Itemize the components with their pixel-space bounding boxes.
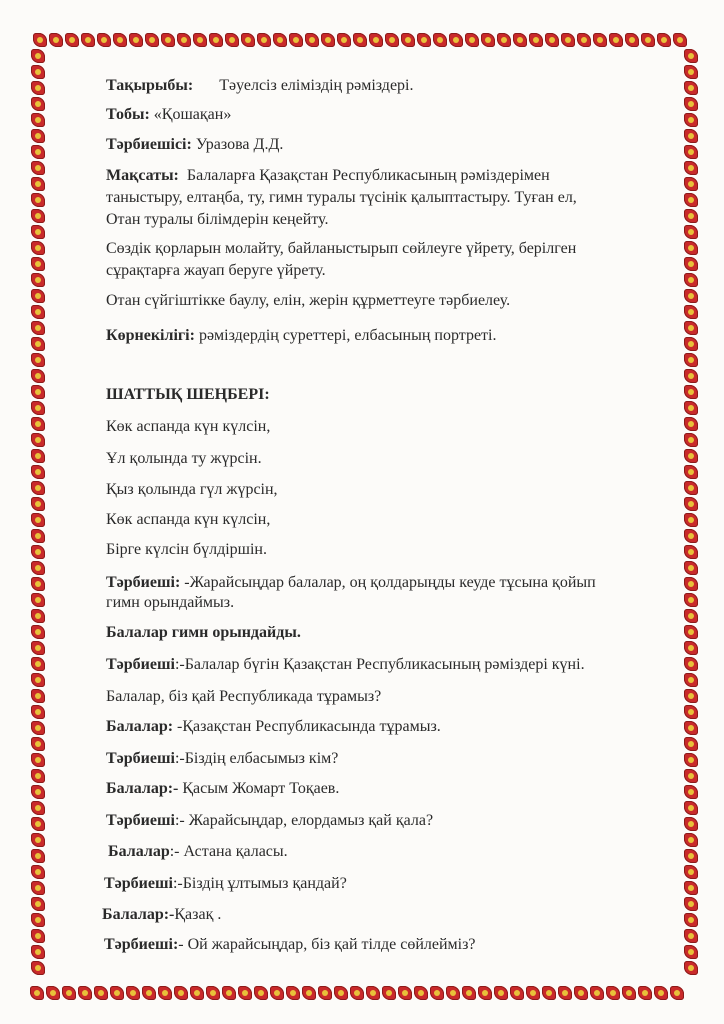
- flower-ornament-icon: [684, 417, 698, 431]
- flower-ornament-icon: [31, 833, 45, 847]
- poem-line: Қыз қолында гүл жүрсін,: [106, 481, 278, 498]
- flower-ornament-icon: [684, 865, 698, 879]
- flower-ornament-icon: [641, 33, 655, 47]
- flower-ornament-icon: [513, 33, 527, 47]
- flower-ornament-icon: [30, 986, 44, 1000]
- flower-ornament-icon: [684, 65, 698, 79]
- flower-ornament-icon: [31, 801, 45, 815]
- flower-ornament-icon: [337, 33, 351, 47]
- flower-ornament-icon: [129, 33, 143, 47]
- flower-ornament-icon: [684, 657, 698, 671]
- flower-ornament-icon: [31, 849, 45, 863]
- flower-ornament-icon: [31, 433, 45, 447]
- flower-ornament-icon: [193, 33, 207, 47]
- poem-line: Көк аспанда күн күлсін,: [106, 511, 271, 528]
- ornamental-border-top: [33, 33, 687, 47]
- flower-ornament-icon: [206, 986, 220, 1000]
- goal-text: сұрақтарға жауап беруге үйрету.: [106, 262, 326, 279]
- speaker-label: Тәрбиеші:: [104, 936, 179, 953]
- flower-ornament-icon: [31, 673, 45, 687]
- topic-line: [106, 77, 414, 95]
- flower-ornament-icon: [385, 33, 399, 47]
- flower-ornament-icon: [684, 849, 698, 863]
- speaker-label: Тәрбиеші: [106, 812, 175, 829]
- flower-ornament-icon: [31, 737, 45, 751]
- flower-ornament-icon: [31, 769, 45, 783]
- goal-text: Балаларға Қазақстан Республикасының рәміздерімен: [186, 167, 550, 184]
- flower-ornament-icon: [81, 33, 95, 47]
- flower-ornament-icon: [350, 986, 364, 1000]
- flower-ornament-icon: [684, 289, 698, 303]
- flower-ornament-icon: [684, 881, 698, 895]
- flower-ornament-icon: [110, 986, 124, 1000]
- dialogue-line: [104, 936, 476, 954]
- flower-ornament-icon: [31, 289, 45, 303]
- dialogue-line: [106, 594, 234, 612]
- teacher-line: [106, 136, 283, 154]
- flower-ornament-icon: [318, 986, 332, 1000]
- flower-ornament-icon: [433, 33, 447, 47]
- flower-ornament-icon: [684, 257, 698, 271]
- flower-ornament-icon: [31, 721, 45, 735]
- flower-ornament-icon: [94, 986, 108, 1000]
- flower-ornament-icon: [684, 449, 698, 463]
- flower-ornament-icon: [609, 33, 623, 47]
- flower-ornament-icon: [529, 33, 543, 47]
- flower-ornament-icon: [31, 369, 45, 383]
- flower-ornament-icon: [684, 737, 698, 751]
- flower-ornament-icon: [31, 753, 45, 767]
- dialogue-text: Қасым Жомарт Тоқаев.: [178, 780, 340, 797]
- goal-label: Мақсаты:: [106, 167, 179, 184]
- flower-ornament-icon: [31, 129, 45, 143]
- flower-ornament-icon: [638, 986, 652, 1000]
- flower-ornament-icon: [684, 385, 698, 399]
- teacher-label: Тәрбиешісі:: [106, 136, 192, 153]
- flower-ornament-icon: [366, 986, 380, 1000]
- flower-ornament-icon: [46, 986, 60, 1000]
- flower-ornament-icon: [684, 817, 698, 831]
- flower-ornament-icon: [31, 337, 45, 351]
- flower-ornament-icon: [31, 705, 45, 719]
- flower-ornament-icon: [684, 689, 698, 703]
- flower-ornament-icon: [684, 609, 698, 623]
- dialogue-line: [108, 843, 288, 861]
- ornamental-border-bottom: [30, 986, 684, 1000]
- flower-ornament-icon: [684, 785, 698, 799]
- poem-line: Көк аспанда күн күлсін,: [106, 418, 271, 435]
- flower-ornament-icon: [225, 33, 239, 47]
- flower-ornament-icon: [684, 577, 698, 591]
- flower-ornament-icon: [222, 986, 236, 1000]
- flower-ornament-icon: [684, 337, 698, 351]
- flower-ornament-icon: [31, 609, 45, 623]
- poem-line: Бірге күлсін бүлдіршін.: [106, 541, 267, 558]
- dialogue-line: [104, 875, 347, 893]
- group-label: Тобы:: [106, 106, 150, 123]
- dialogue-text: :-Біздің елбасымыз кім?: [174, 750, 339, 767]
- flower-ornament-icon: [302, 986, 316, 1000]
- flower-ornament-icon: [254, 986, 268, 1000]
- dialogue-text: - Ой жарайсыңдар, біз қай тілде сөйлейміз?: [178, 936, 476, 953]
- flower-ornament-icon: [31, 785, 45, 799]
- flower-ornament-icon: [545, 33, 559, 47]
- flower-ornament-icon: [31, 465, 45, 479]
- flower-ornament-icon: [31, 177, 45, 191]
- flower-ornament-icon: [31, 897, 45, 911]
- flower-ornament-icon: [31, 817, 45, 831]
- flower-ornament-icon: [33, 33, 47, 47]
- dialogue-text: :-Балалар бүгін Қазақстан Республикасының рәміздері күні.: [174, 656, 585, 673]
- flower-ornament-icon: [158, 986, 172, 1000]
- flower-ornament-icon: [31, 657, 45, 671]
- goal-text: Отан сүйгіштікке баулу, елін, жерін құрметтеуге тәрбиелеу.: [106, 292, 511, 309]
- flower-ornament-icon: [31, 81, 45, 95]
- flower-ornament-icon: [684, 305, 698, 319]
- flower-ornament-icon: [78, 986, 92, 1000]
- dialogue-text: Балалар, біз қай Республикада тұрамыз?: [106, 688, 382, 705]
- flower-ornament-icon: [31, 401, 45, 415]
- ornamental-border-left: [31, 49, 45, 975]
- flower-ornament-icon: [238, 986, 252, 1000]
- flower-ornament-icon: [684, 721, 698, 735]
- flower-ornament-icon: [590, 986, 604, 1000]
- flower-ornament-icon: [684, 769, 698, 783]
- dialogue-line: [106, 624, 301, 642]
- flower-ornament-icon: [161, 33, 175, 47]
- dialogue-line: [106, 688, 381, 706]
- flower-ornament-icon: [31, 161, 45, 175]
- flower-ornament-icon: [465, 33, 479, 47]
- flower-ornament-icon: [305, 33, 319, 47]
- flower-ornament-icon: [684, 273, 698, 287]
- dialogue-line: [106, 780, 339, 798]
- flower-ornament-icon: [31, 305, 45, 319]
- flower-ornament-icon: [31, 241, 45, 255]
- flower-ornament-icon: [670, 986, 684, 1000]
- flower-ornament-icon: [31, 209, 45, 223]
- flower-ornament-icon: [369, 33, 383, 47]
- flower-ornament-icon: [31, 225, 45, 239]
- flower-ornament-icon: [49, 33, 63, 47]
- flower-ornament-icon: [289, 33, 303, 47]
- flower-ornament-icon: [113, 33, 127, 47]
- flower-ornament-icon: [684, 177, 698, 191]
- flower-ornament-icon: [684, 81, 698, 95]
- flower-ornament-icon: [684, 113, 698, 127]
- flower-ornament-icon: [31, 577, 45, 591]
- speaker-label: Тәрбиеші:: [106, 574, 181, 591]
- flower-ornament-icon: [31, 689, 45, 703]
- flower-ornament-icon: [177, 33, 191, 47]
- flower-ornament-icon: [684, 161, 698, 175]
- visual-line: [106, 327, 497, 345]
- flower-ornament-icon: [684, 513, 698, 527]
- flower-ornament-icon: [684, 593, 698, 607]
- flower-ornament-icon: [257, 33, 271, 47]
- flower-ornament-icon: [684, 625, 698, 639]
- goal-text: Отан туралы білімдерін кеңейту.: [106, 211, 329, 228]
- flower-ornament-icon: [684, 753, 698, 767]
- flower-ornament-icon: [31, 929, 45, 943]
- flower-ornament-icon: [684, 97, 698, 111]
- ornamental-border-right: [684, 49, 698, 975]
- flower-ornament-icon: [31, 257, 45, 271]
- flower-ornament-icon: [31, 49, 45, 63]
- flower-ornament-icon: [31, 513, 45, 527]
- dialogue-line: [106, 750, 338, 768]
- flower-ornament-icon: [561, 33, 575, 47]
- flower-ornament-icon: [31, 193, 45, 207]
- flower-ornament-icon: [286, 986, 300, 1000]
- flower-ornament-icon: [684, 465, 698, 479]
- flower-ornament-icon: [654, 986, 668, 1000]
- dialogue-text: -Қазақстан Республикасында тұрамыз.: [173, 718, 441, 735]
- flower-ornament-icon: [684, 401, 698, 415]
- flower-ornament-icon: [558, 986, 572, 1000]
- flower-ornament-icon: [625, 33, 639, 47]
- flower-ornament-icon: [414, 986, 428, 1000]
- flower-ornament-icon: [684, 241, 698, 255]
- flower-ornament-icon: [684, 705, 698, 719]
- flower-ornament-icon: [126, 986, 140, 1000]
- flower-ornament-icon: [31, 273, 45, 287]
- flower-ornament-icon: [31, 449, 45, 463]
- flower-ornament-icon: [31, 321, 45, 335]
- dialogue-line: [106, 574, 596, 592]
- dialogue-text: :- Астана қаласы.: [169, 843, 288, 860]
- flower-ornament-icon: [97, 33, 111, 47]
- flower-ornament-icon: [684, 561, 698, 575]
- flower-ornament-icon: [684, 209, 698, 223]
- flower-ornament-icon: [334, 986, 348, 1000]
- goal-text: Сөздік қорларын молайту, байланыстырып сөйлеуге үйрету, берілген: [106, 240, 577, 257]
- flower-ornament-icon: [31, 865, 45, 879]
- flower-ornament-icon: [684, 545, 698, 559]
- flower-ornament-icon: [31, 113, 45, 127]
- flower-ornament-icon: [684, 801, 698, 815]
- flower-ornament-icon: [398, 986, 412, 1000]
- flower-ornament-icon: [574, 986, 588, 1000]
- poem-line: Ұл қолында ту жүрсін.: [106, 450, 262, 467]
- flower-ornament-icon: [684, 497, 698, 511]
- dialogue-text: гимн орындаймыз.: [106, 594, 235, 611]
- flower-ornament-icon: [684, 945, 698, 959]
- teacher-value: Уразова Д.Д.: [195, 136, 284, 153]
- flower-ornament-icon: [481, 33, 495, 47]
- flower-ornament-icon: [622, 986, 636, 1000]
- flower-ornament-icon: [430, 986, 444, 1000]
- flower-ornament-icon: [31, 529, 45, 543]
- goal-line: [106, 167, 550, 185]
- group-line: [106, 106, 231, 124]
- flower-ornament-icon: [684, 369, 698, 383]
- group-value: «Қошақан»: [153, 106, 232, 123]
- flower-ornament-icon: [31, 625, 45, 639]
- dialogue-line: [102, 906, 221, 924]
- flower-ornament-icon: [684, 641, 698, 655]
- speaker-label: Балалар:-: [106, 780, 179, 797]
- flower-ornament-icon: [494, 986, 508, 1000]
- flower-ornament-icon: [31, 145, 45, 159]
- topic-value: Тәуелсіз еліміздің рәміздері.: [219, 77, 414, 94]
- dialogue-line: [106, 812, 433, 830]
- flower-ornament-icon: [270, 986, 284, 1000]
- flower-ornament-icon: [478, 986, 492, 1000]
- flower-ornament-icon: [31, 881, 45, 895]
- flower-ornament-icon: [174, 986, 188, 1000]
- flower-ornament-icon: [190, 986, 204, 1000]
- flower-ornament-icon: [684, 225, 698, 239]
- topic-label: Тақырыбы:: [106, 77, 194, 94]
- visual-label: Көрнекілігі:: [106, 327, 195, 344]
- dialogue-text: Қазақ .: [174, 906, 222, 923]
- flower-ornament-icon: [497, 33, 511, 47]
- flower-ornament-icon: [684, 321, 698, 335]
- flower-ornament-icon: [31, 417, 45, 431]
- flower-ornament-icon: [31, 385, 45, 399]
- flower-ornament-icon: [65, 33, 79, 47]
- flower-ornament-icon: [673, 33, 687, 47]
- flower-ornament-icon: [684, 961, 698, 975]
- speaker-label: Балалар:-: [102, 906, 175, 923]
- visual-value: рәміздердің суреттері, елбасының портреті.: [198, 327, 497, 344]
- speaker-label: Балалар: [108, 843, 170, 860]
- flower-ornament-icon: [684, 129, 698, 143]
- flower-ornament-icon: [241, 33, 255, 47]
- flower-ornament-icon: [684, 433, 698, 447]
- flower-ornament-icon: [684, 673, 698, 687]
- speaker-label: Тәрбиеші: [106, 750, 175, 767]
- flower-ornament-icon: [526, 986, 540, 1000]
- flower-ornament-icon: [577, 33, 591, 47]
- flower-ornament-icon: [542, 986, 556, 1000]
- flower-ornament-icon: [684, 897, 698, 911]
- flower-ornament-icon: [209, 33, 223, 47]
- flower-ornament-icon: [142, 986, 156, 1000]
- flower-ornament-icon: [353, 33, 367, 47]
- flower-ornament-icon: [31, 641, 45, 655]
- dialogue-text: :- Жарайсыңдар, елордамыз қай қала?: [174, 812, 434, 829]
- flower-ornament-icon: [31, 961, 45, 975]
- speaker-label: Тәрбиеші: [104, 875, 173, 892]
- flower-ornament-icon: [449, 33, 463, 47]
- flower-ornament-icon: [684, 145, 698, 159]
- flower-ornament-icon: [446, 986, 460, 1000]
- dialogue-line: [106, 656, 585, 674]
- flower-ornament-icon: [510, 986, 524, 1000]
- dialogue-line: [106, 718, 441, 736]
- flower-ornament-icon: [31, 945, 45, 959]
- flower-ornament-icon: [606, 986, 620, 1000]
- flower-ornament-icon: [684, 353, 698, 367]
- speaker-label: Балалар:: [106, 718, 174, 735]
- flower-ornament-icon: [31, 65, 45, 79]
- flower-ornament-icon: [684, 833, 698, 847]
- flower-ornament-icon: [382, 986, 396, 1000]
- flower-ornament-icon: [593, 33, 607, 47]
- flower-ornament-icon: [657, 33, 671, 47]
- flower-ornament-icon: [321, 33, 335, 47]
- speaker-label: Балалар гимн орындайды.: [106, 624, 301, 641]
- flower-ornament-icon: [684, 49, 698, 63]
- flower-ornament-icon: [31, 97, 45, 111]
- flower-ornament-icon: [684, 929, 698, 943]
- circle-title: ШАТТЫҚ ШЕҢБЕРІ:: [106, 386, 270, 403]
- flower-ornament-icon: [684, 529, 698, 543]
- flower-ornament-icon: [462, 986, 476, 1000]
- goal-text: таныстыру, елтаңба, ту, гимн туралы түсінік қалыптастыру. Туған ел,: [106, 189, 577, 206]
- flower-ornament-icon: [31, 913, 45, 927]
- flower-ornament-icon: [31, 497, 45, 511]
- flower-ornament-icon: [684, 481, 698, 495]
- dialogue-text: :-Біздің ұлтымыз қандай?: [172, 875, 347, 892]
- flower-ornament-icon: [417, 33, 431, 47]
- flower-ornament-icon: [145, 33, 159, 47]
- flower-ornament-icon: [684, 913, 698, 927]
- flower-ornament-icon: [31, 561, 45, 575]
- flower-ornament-icon: [31, 593, 45, 607]
- flower-ornament-icon: [31, 353, 45, 367]
- flower-ornament-icon: [62, 986, 76, 1000]
- speaker-label: Тәрбиеші: [106, 656, 175, 673]
- flower-ornament-icon: [31, 545, 45, 559]
- flower-ornament-icon: [401, 33, 415, 47]
- flower-ornament-icon: [31, 481, 45, 495]
- flower-ornament-icon: [684, 193, 698, 207]
- dialogue-text: -Жарайсыңдар балалар, оң қолдарыңды кеуде тұсына қойып: [180, 574, 596, 591]
- flower-ornament-icon: [273, 33, 287, 47]
